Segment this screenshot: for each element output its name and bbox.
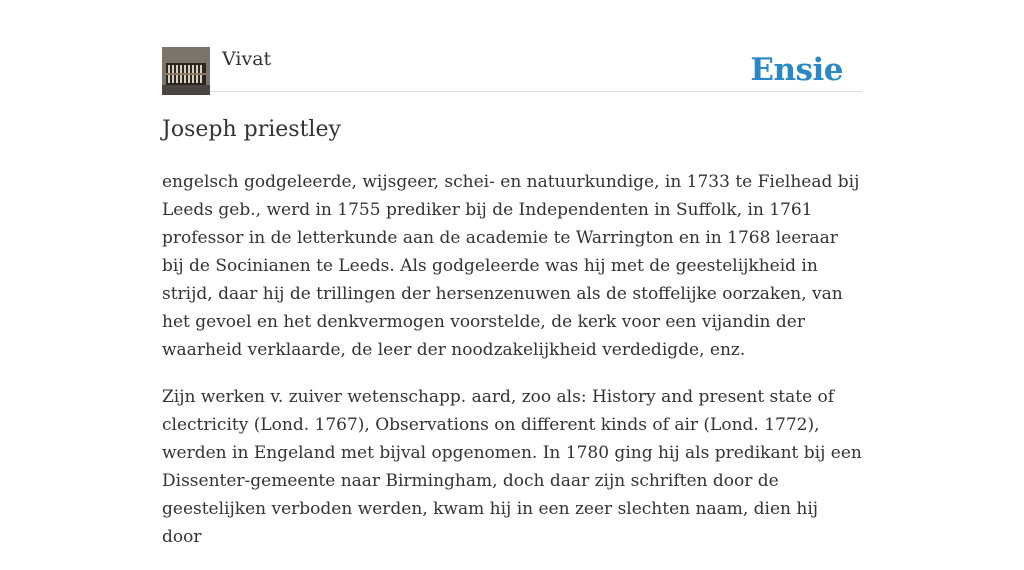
page [162,0,862,547]
header [162,0,862,92]
article-title: Joseph priestley [162,117,341,142]
bookshelf-avatar-icon[interactable] [162,47,210,95]
source-name[interactable]: Vivat [222,48,272,70]
article-paragraph: Zijn werken v. zuiver wetenschapp. aard, zoo als: History and present state of clectricity (Lond. 1767), Observations on different kinds of air (Lond. 1772), werden in Engeland met bijval opgenomen. In 1780 ging hij als predikant bij een Dissenter-gemeente naar Birmingham, doch daar zijn schriften door de geestelijken verboden werden, kwam hij in een zeer slechten naam, dien hij door [162,387,862,547]
article-body [162,168,862,570]
ensie-logo[interactable]: Ensie [750,52,843,88]
article-paragraph: engelsch godgeleerde, wijsgeer, schei- en natuurkundige, in 1733 te Fielhead bij Leeds geb., werd in 1755 prediker bij de Independenten in Suffolk, in 1761 professor in de letterkunde aan de academie te Warrington en in 1768 leeraar bij de Socinianen te Leeds. Als godgeleerde was hij met de geestelijkheid in strijd, daar hij de trillingen der hersenzenuwen als de stoffelijke oorzaken, van het gevoel en het denkvermogen voorstelde, de kerk voor een vijandin der waarheid verklaarde, de leer der noodzakelijkheid verdedigde, enz. [162,172,860,360]
